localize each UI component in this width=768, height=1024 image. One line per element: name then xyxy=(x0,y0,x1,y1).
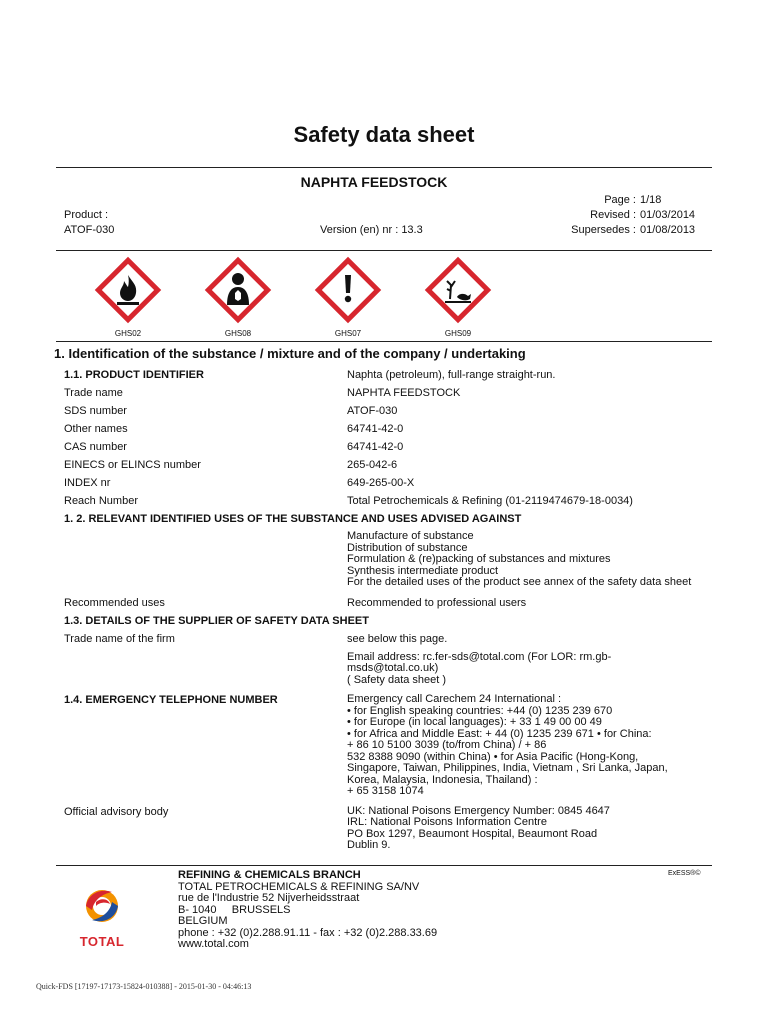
email-block xyxy=(64,652,724,695)
use-item: Formulation & (re)packing of substances and mixtures xyxy=(347,553,611,565)
divider xyxy=(56,167,712,168)
advisory-line: PO Box 1297, Beaumont Hospital, Beaumont Road xyxy=(347,827,598,840)
field-value: ATOF-030 xyxy=(347,405,398,417)
supplier-address xyxy=(178,870,437,951)
uses-block xyxy=(64,531,724,597)
pictogram-ghs08 xyxy=(191,255,285,338)
total-logo-icon xyxy=(72,884,132,928)
advisory-details xyxy=(347,806,724,852)
table-row xyxy=(64,387,724,405)
advisory-line: UK: National Poisons Emergency Number: 0845 4647 xyxy=(347,804,610,817)
quick-fds-reference: Quick-FDS [17197-17173-15824-010388] - 2015-01-30 - 04:46:13 xyxy=(36,982,252,991)
meta-value: 01/03/2014 xyxy=(640,209,696,221)
emergency-line: + 65 3158 1074 xyxy=(347,785,424,797)
pictogram-code: GHS09 xyxy=(444,329,472,338)
advisory-line: IRL: National Poisons Information Centre xyxy=(347,816,547,828)
pictogram-ghs07 xyxy=(301,255,395,338)
field-label: EINECS or ELINCS number xyxy=(64,459,201,471)
emergency-block xyxy=(64,694,724,806)
exess-mark: ExESS®© xyxy=(668,870,701,877)
field-label: Recommended uses xyxy=(64,596,165,609)
field-value: Total Petrochemicals & Refining (01-2119474679-18-0034) xyxy=(347,495,633,507)
pictogram-ghs02 xyxy=(81,255,175,338)
exclamation-icon xyxy=(313,255,383,325)
emergency-line: • for English speaking countries: +44 (0) 1235 239 670 xyxy=(347,704,613,717)
use-item: For the detailed uses of the product see annex of the safety data sheet xyxy=(347,576,692,588)
table-row xyxy=(64,477,724,495)
version-number: Version (en) nr : 13.3 xyxy=(320,224,423,236)
subsection-heading: 1. 2. RELEVANT IDENTIFIED USES OF THE SUBSTANCE AND USES ADVISED AGAINST xyxy=(64,513,522,525)
pictogram-code: GHS08 xyxy=(224,329,252,338)
health-hazard-icon xyxy=(203,255,273,325)
pictogram-ghs09 xyxy=(411,255,505,338)
field-label: CAS number xyxy=(64,441,127,453)
meta-key: Supersedes : xyxy=(571,224,636,236)
advisory-block xyxy=(64,806,724,852)
field-value: Recommended to professional users xyxy=(347,596,527,609)
table-row xyxy=(64,423,724,441)
emergency-line: + 86 10 5100 3039 (to/from China) / + 86 xyxy=(347,739,547,751)
field-label: Reach Number xyxy=(64,495,138,507)
address-line: BELGIUM xyxy=(178,915,228,927)
emergency-line: Singapore, Taiwan, Philippines, India, Vietnam , Sri Lanka, Japan, xyxy=(347,762,668,774)
advisory-line: Dublin 9. xyxy=(347,839,391,851)
section-1-table xyxy=(64,369,724,852)
table-row xyxy=(64,633,724,652)
flame-icon xyxy=(93,255,163,325)
product-label: Product : xyxy=(64,209,109,221)
emergency-line: Korea, Malaysia, Indonesia, Thailand) : xyxy=(347,773,538,786)
emergency-numbers xyxy=(347,694,724,806)
field-label: Other names xyxy=(64,423,128,435)
field-label: Official advisory body xyxy=(64,805,169,818)
document-title: Safety data sheet xyxy=(293,122,475,147)
product-name-heading: NAPHTA FEEDSTOCK xyxy=(300,174,448,190)
empty-label xyxy=(64,652,347,695)
divider xyxy=(56,250,712,251)
use-item: Manufacture of substance xyxy=(347,530,474,542)
uses-list xyxy=(347,531,724,597)
meta-key: Revised : xyxy=(590,209,636,221)
product-identifier-row xyxy=(64,369,724,387)
logo-wordmark: TOTAL xyxy=(79,934,125,949)
product-code: ATOF-030 xyxy=(64,224,115,236)
field-value: NAPHTA FEEDSTOCK xyxy=(347,387,461,399)
email-line: ( Safety data sheet ) xyxy=(347,673,447,686)
use-item: Distribution of substance xyxy=(347,541,468,554)
email-line: Email address: rc.fer-sds@total.com (For LOR: rm.gb- xyxy=(347,650,612,663)
subsection-heading: 1.3. DETAILS OF THE SUPPLIER OF SAFETY DATA SHEET xyxy=(64,614,369,627)
meta-value: 1/18 xyxy=(640,194,662,206)
document-meta xyxy=(540,193,700,238)
emergency-line: Emergency call Carechem 24 International : xyxy=(347,693,561,705)
emergency-line: 532 8388 9090 (within China) • for Asia Pacific (Hong-Kong, xyxy=(347,750,639,763)
meta-key: Page : xyxy=(604,194,636,206)
pictogram-code: GHS02 xyxy=(114,329,142,338)
revised-row xyxy=(540,208,700,223)
field-label: Trade name xyxy=(64,387,123,399)
field-label: SDS number xyxy=(64,405,127,417)
environment-icon xyxy=(423,255,493,325)
address-line: rue de l'Industrie 52 Nijverheidsstraat xyxy=(178,892,360,904)
address-line: phone : +32 (0)2.288.91.11 - fax : +32 (0)2.288.33.69 xyxy=(178,926,438,939)
table-row xyxy=(64,495,724,513)
total-logo xyxy=(72,884,132,949)
field-label: Trade name of the firm xyxy=(64,632,175,645)
divider xyxy=(56,865,712,866)
section-1-heading: 1. Identification of the substance / mixture and of the company / undertaking xyxy=(54,346,526,361)
divider xyxy=(56,341,712,342)
email-address xyxy=(347,652,724,695)
table-row xyxy=(64,459,724,477)
field-value: 64741-42-0 xyxy=(347,423,404,435)
meta-value: 01/08/2013 xyxy=(640,224,696,236)
branch-name: REFINING & CHEMICALS BRANCH xyxy=(178,869,361,881)
supersedes-row xyxy=(540,223,700,238)
address-line: B- 1040 BRUSSELS xyxy=(178,903,291,916)
field-value: see below this page. xyxy=(347,632,448,645)
field-value: 64741-42-0 xyxy=(347,441,404,453)
table-row xyxy=(64,405,724,423)
email-line: msds@total.co.uk) xyxy=(347,662,439,674)
page-row xyxy=(540,193,700,208)
address-line: TOTAL PETROCHEMICALS & REFINING SA/NV xyxy=(178,880,420,893)
table-row xyxy=(64,441,724,459)
table-row xyxy=(64,597,724,615)
field-value: 265-042-6 xyxy=(347,459,398,471)
use-item: Synthesis intermediate product xyxy=(347,564,499,577)
field-value: 649-265-00-X xyxy=(347,477,415,489)
website-link[interactable]: www.total.com xyxy=(178,938,249,950)
empty-label xyxy=(64,531,347,597)
subsection-heading: 1.4. EMERGENCY TELEPHONE NUMBER xyxy=(64,694,278,706)
pictogram-code: GHS07 xyxy=(334,329,362,338)
field-value: Naphta (petroleum), full-range straight-run. xyxy=(347,369,556,381)
field-label: INDEX nr xyxy=(64,477,111,489)
subsection-heading: 1.1. PRODUCT IDENTIFIER xyxy=(64,369,204,381)
emergency-line: • for Africa and Middle East: + 44 (0) 1235 239 671 • for China: xyxy=(347,727,652,740)
emergency-line: • for Europe (in local languages): + 33 1 49 00 00 49 xyxy=(347,716,602,728)
